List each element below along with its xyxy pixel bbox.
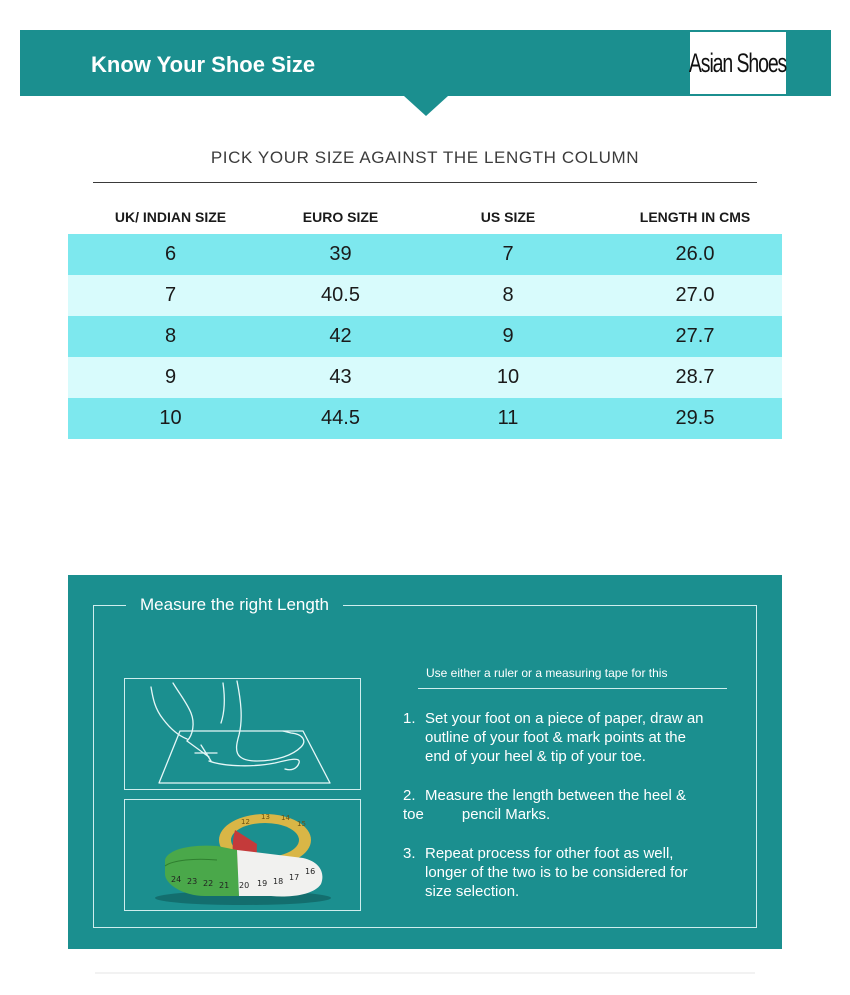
tape-number: 19 — [257, 879, 268, 888]
measuring-tape-illustration — [124, 799, 361, 911]
cell-us: 8 — [502, 284, 514, 306]
subtitle-divider — [93, 182, 757, 183]
step-line: end of your heel & tip of your toe. — [425, 748, 646, 765]
step-line: pencil Marks. — [461, 806, 551, 823]
tape-number: 21 — [219, 881, 230, 890]
instruction-step — [403, 786, 733, 824]
foot-outline-icon — [125, 679, 360, 789]
column-header-euro: EURO SIZE — [302, 209, 379, 225]
tape-number: 14 — [281, 814, 290, 822]
tape-number: 17 — [289, 873, 300, 882]
instruction-step — [403, 709, 733, 766]
instruction-step — [403, 844, 733, 901]
cell-length: 27.0 — [675, 284, 715, 306]
size-table — [68, 200, 782, 439]
cell-length: 26.0 — [675, 243, 715, 265]
tape-number: 15 — [297, 820, 306, 828]
brand-logo[interactable] — [690, 32, 786, 94]
column-header-length: LENGTH IN CMS — [639, 209, 751, 225]
page-title: Know Your Shoe Size — [91, 52, 316, 77]
cell-euro: 42 — [329, 325, 352, 347]
cell-uk-indian: 6 — [164, 243, 177, 265]
cell-uk-indian: 10 — [159, 407, 182, 429]
cell-euro: 40.5 — [321, 284, 360, 306]
cell-length: 29.5 — [675, 407, 715, 429]
measure-panel — [68, 575, 782, 949]
header-banner — [20, 30, 831, 96]
tape-number: 22 — [203, 879, 214, 888]
step-line: Measure the length between the heel & — [425, 787, 687, 804]
size-chart-subtitle: PICK YOUR SIZE AGAINST THE LENGTH COLUMN — [210, 148, 640, 167]
step-number: 1. — [403, 710, 416, 727]
column-header-us: US SIZE — [480, 209, 536, 225]
table-header-row — [68, 200, 782, 234]
step-line: outline of your foot & mark points at the — [425, 729, 686, 746]
tape-number: 12 — [241, 818, 250, 826]
cell-us: 11 — [497, 407, 519, 429]
foot-tracing-illustration — [124, 678, 361, 790]
measure-title: Measure the right Length — [126, 595, 343, 615]
table-row — [68, 398, 782, 439]
cell-euro: 44.5 — [321, 407, 360, 429]
tape-number: 13 — [261, 813, 270, 821]
cell-length: 28.7 — [675, 366, 715, 388]
table-row — [68, 357, 782, 398]
step-line: size selection. — [425, 883, 520, 900]
cell-us: 9 — [502, 325, 514, 347]
cell-us: 7 — [502, 243, 514, 265]
table-row — [68, 316, 782, 357]
cell-length: 27.7 — [675, 325, 715, 347]
instructions-caption: Use either a ruler or a measuring tape for this — [426, 666, 668, 680]
step-number: 2. — [403, 787, 416, 804]
tape-number: 23 — [187, 877, 198, 886]
tape-number: 18 — [273, 877, 284, 886]
column-header-uk-indian: UK/ INDIAN SIZE — [114, 209, 227, 225]
instructions-divider — [418, 688, 727, 689]
cell-uk-indian: 9 — [164, 366, 177, 388]
header-pointer-arrow — [404, 96, 448, 116]
cell-us: 10 — [496, 366, 520, 388]
brand-logo-text: Asian Shoes — [689, 47, 787, 78]
step-line: Set your foot on a piece of paper, draw an — [425, 710, 704, 727]
step-line: longer of the two is to be considered for — [425, 864, 688, 881]
cell-euro: 39 — [329, 243, 352, 265]
cell-uk-indian: 7 — [164, 284, 177, 306]
cell-uk-indian: 8 — [164, 325, 177, 347]
measuring-tape-icon — [125, 800, 360, 910]
footer-divider — [95, 972, 755, 974]
table-row — [68, 275, 782, 316]
cell-euro: 43 — [329, 366, 352, 388]
step-line: toe — [403, 806, 424, 823]
tape-number: 20 — [239, 881, 250, 890]
step-number: 3. — [403, 845, 416, 862]
tape-number: 16 — [305, 867, 316, 876]
step-line: Repeat process for other foot as well, — [425, 845, 674, 862]
tape-number: 24 — [171, 875, 182, 884]
table-row — [68, 234, 782, 275]
